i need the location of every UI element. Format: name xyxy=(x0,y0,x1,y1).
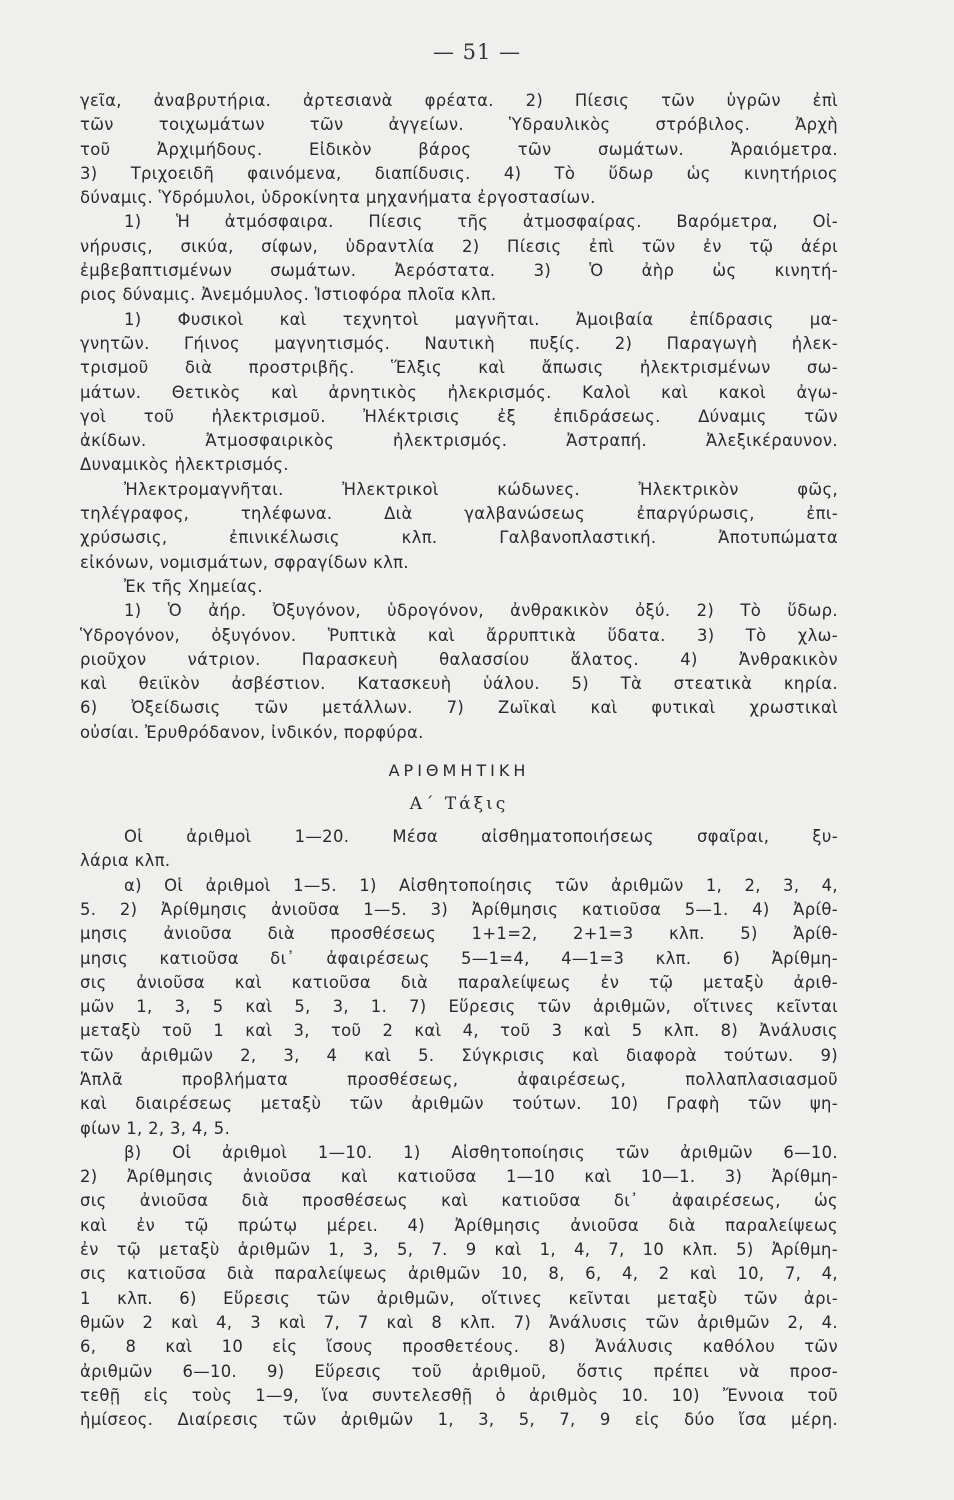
paragraph-numbers-1-10 xyxy=(80,1141,838,1433)
text-line: εἰκόνων, νομισμάτων, σφραγίδων κλπ. xyxy=(80,552,409,572)
text-line: 6) Ὀξείδωσις τῶν μετάλλων. 7) Ζωϊκαὶ καὶ φυτικαὶ χρωστικαὶ xyxy=(80,698,838,718)
text-line: Ἁπλᾶ προβλήματα προσθέσεως, ἀφαιρέσεως, πολλαπλασιασμοῦ xyxy=(80,1069,838,1089)
text-line: μῶν 1, 3, 5 καὶ 5, 3, 1. 7) Εὕρεσις τῶν ἀριθμῶν, οἵτινες κεῖνται xyxy=(80,997,838,1017)
text-line: φίων 1, 2, 3, 4, 5. xyxy=(80,1118,231,1138)
text-line: σις ἀνιοῦσα καὶ κατιοῦσα διὰ παραλείψεως ἐν τῷ μεταξὺ ἀριθ- xyxy=(80,972,838,992)
paragraph-electromagnetism xyxy=(80,478,838,575)
text-line: μεταξὺ τοῦ 1 καὶ 3, τοῦ 2 καὶ 4, τοῦ 3 καὶ 5 κλπ. 8) Ἀνάλυσις xyxy=(80,1021,838,1041)
paragraph-numbers-1-5 xyxy=(80,874,838,1141)
text-line: γεῖα, ἀναβρυτήρια. ἀρτεσιανὰ φρέατα. 2) Πίεσις τῶν ὑγρῶν ἐπὶ xyxy=(80,91,838,110)
text-line: καὶ ἐν τῷ πρώτῳ μέρει. 4) Ἀρίθμησις ἀνιοῦσα διὰ παραλείψεως xyxy=(80,1215,838,1235)
text-line: τηλέγραφος, τηλέφωνα. Διὰ γαλβανώσεως ἐπαργύρωσις, ἐπι- xyxy=(80,504,838,524)
text-line: ἡμίσεος. Διαίρεσις τῶν ἀριθμῶν 1, 3, 5, 7, 9 εἰς δύο ἴσα μέρη. xyxy=(80,1410,838,1430)
paragraph-chemistry xyxy=(80,575,838,745)
section-subheading: Α΄ Τάξις xyxy=(409,794,509,815)
text-line: 5. 2) Ἀρίθμησις ἀνιοῦσα 1—5. 3) Ἀρίθμησις κατιοῦσα 5—1. 4) Ἀρίθ- xyxy=(80,899,838,919)
paragraph-numbers-intro xyxy=(80,825,838,874)
text-line: γνητῶν. Γήινος μαγνητισμός. Ναυτικὴ πυξίς. 2) Παραγωγὴ ἠλεκ- xyxy=(80,333,838,353)
page-number: — 51 — xyxy=(432,40,522,64)
text-line: λάρια κλπ. xyxy=(80,851,171,871)
paragraph-hydraulics xyxy=(80,89,838,210)
text-line: Δυναμικὸς ἠλεκτρισμός. xyxy=(80,455,289,475)
text-line: τοῦ Ἀρχιμήδους. Εἰδικὸν βάρος τῶν σωμάτων. Ἀραιόμετρα. xyxy=(80,139,838,159)
text-line: σις ἀνιοῦσα διὰ προσθέσεως καὶ κατιοῦσα δι᾽ ἀφαιρέσεως, ὡς xyxy=(80,1191,838,1211)
text-line: ριοῦχον νάτριον. Παρασκευὴ θαλασσίου ἅλατος. 4) Ἀνθρακικὸν xyxy=(80,649,838,669)
text-line: μησις ἀνιοῦσα διὰ προσθέσεως 1+1=2, 2+1=3 κλπ. 5) Ἀρίθ- xyxy=(80,924,838,944)
paragraph-atmosphere xyxy=(80,210,838,307)
paragraph-magnetism xyxy=(80,308,838,478)
text-line: δύναμις. Ὑδρόμυλοι, ὑδροκίνητα μηχανήματα ἐργοστασίων. xyxy=(80,188,596,208)
text-line: οὐσίαι. Ἐρυθρόδανον, ἰνδικόν, πορφύρα. xyxy=(80,722,424,742)
text-line: ἀκίδων. Ἀτμοσφαιρικὸς ἠλεκτρισμός. Ἀστραπή. Ἀλεξικέραυνον. xyxy=(80,431,838,451)
text-line: ἐμβεβαπτισμένων σωμάτων. Ἀερόστατα. 3) Ὁ ἀὴρ ὡς κινητή- xyxy=(80,261,838,281)
text-line: χρύσωσις, ἐπινικέλωσις κλπ. Γαλβανοπλαστική. Ἀποτυπώματα xyxy=(80,528,838,548)
text-line: ριος δύναμις. Ἀνεμόμυλος. Ἱστιοφόρα πλοῖα κλπ. xyxy=(80,285,497,305)
text-line: 2) Ἀρίθμησις ἀνιοῦσα καὶ κατιοῦσα 1—10 καὶ 10—1. 3) Ἀρίθμη- xyxy=(80,1167,838,1187)
text-line: θμῶν 2 καὶ 4, 3 καὶ 7, 7 καὶ 8 κλπ. 7) Ἀνάλυσις τῶν ἀριθμῶν 2, 4. xyxy=(80,1312,838,1332)
text-line: καὶ θειϊκὸν ἀσβέστιον. Κατασκευὴ ὑάλου. 5) Τὰ στεατικὰ κηρία. xyxy=(80,674,838,694)
text-line: τρισμοῦ διὰ προστριβῆς. Ἕλξις καὶ ἄπωσις ἠλεκτρισμένων σω- xyxy=(80,358,838,378)
text-line: 1) Ἡ ἀτμόσφαιρα. Πίεσις τῆς ἀτμοσφαίρας. Βαρόμετρα, Οἰ- xyxy=(124,212,838,232)
text-line: β) Οἱ ἀριθμοὶ 1—10. 1) Αἰσθητοποίησις τῶν ἀριθμῶν 6—10. xyxy=(124,1142,838,1162)
text-line: νήρυσις, σικύα, σίφων, ὑδραντλία 2) Πίεσις ἐπὶ τῶν ἐν τῷ ἀέρι xyxy=(80,236,838,256)
text-line: τεθῇ εἰς τοὺς 1—9, ἵνα συντελεσθῇ ὁ ἀριθμὸς 10. 10) Ἔννοια τοῦ xyxy=(80,1385,838,1405)
text-line: ἐν τῷ μεταξὺ ἀριθμῶν 1, 3, 5, 7. 9 καὶ 1, 4, 7, 10 κλπ. 5) Ἀρίθμη- xyxy=(80,1240,838,1260)
text-line: Ἠλεκτρομαγνῆται. Ἠλεκτρικοὶ κώδωνες. Ἠλεκτρικὸν φῶς, xyxy=(124,479,838,499)
text-line: μάτων. Θετικὸς καὶ ἀρνητικὸς ἠλεκρισμός. Καλοὶ καὶ κακοὶ ἀγω- xyxy=(80,382,838,402)
text-line: γοὶ τοῦ ἠλεκτρισμοῦ. Ἠλέκτρισις ἐξ ἐπιδράσεως. Δύναμις τῶν xyxy=(80,406,838,426)
text-line: Οἱ ἀριθμοὶ 1—20. Μέσα αἰσθηματοποιήσεως σφαῖραι, ξυ- xyxy=(124,827,838,847)
text-line: Ὑδρογόνον, ὀξυγόνον. Ῥυπτικὰ καὶ ἄρρυπτικὰ ὕδατα. 3) Τὸ χλω- xyxy=(80,625,838,645)
text-line: ἀριθμῶν 6—10. 9) Εὕρεσις τοῦ ἀριθμοῦ, ὅστις πρέπει νὰ προσ- xyxy=(80,1361,838,1381)
text-line: τῶν ἀριθμῶν 2, 3, 4 καὶ 5. Σύγκρισις καὶ διαφορὰ τούτων. 9) xyxy=(80,1045,838,1065)
text-line: μησις κατιοῦσα δι᾽ ἀφαιρέσεως 5—1=4, 4—1=3 κλπ. 6) Ἀρίθμη- xyxy=(80,948,838,968)
text-line: καὶ διαιρέσεως μεταξὺ τῶν ἀριθμῶν τούτων. 10) Γραφὴ τῶν ψη- xyxy=(80,1094,838,1114)
text-line: 1) Φυσικοὶ καὶ τεχνητοὶ μαγνῆται. Ἀμοιβαία ἐπίδρασις μα- xyxy=(124,309,838,329)
text-line: α) Οἱ ἀριθμοὶ 1—5. 1) Αἰσθητοποίησις τῶν ἀριθμῶν 1, 2, 3, 4, xyxy=(124,875,838,895)
text-line: 6, 8 καὶ 10 εἰς ἴσους προσθετέους. 8) Ἀνάλυσις καθόλου τῶν xyxy=(80,1337,838,1357)
text-line: 1) Ὁ ἀήρ. Ὀξυγόνον, ὑδρογόνον, ἀνθρακικὸν ὀξύ. 2) Τὸ ὕδωρ. xyxy=(124,601,838,621)
section-heading: ΑΡΙΘΜΗΤΙΚΗ xyxy=(388,761,530,781)
text-line: Ἐκ τῆς Χημείας. xyxy=(124,576,263,596)
text-line: 3) Τριχοειδῆ φαινόμενα, διαπίδυσις. 4) Τὸ ὕδωρ ὡς κινητήριος xyxy=(80,163,838,183)
text-line: 1 κλπ. 6) Εὕρεσις τῶν ἀριθμῶν, οἵτινες κεῖνται μεταξὺ τῶν ἀρι- xyxy=(80,1288,838,1308)
text-line: τῶν τοιχωμάτων τῶν ἀγγείων. Ὑδραυλικὸς στρόβιλος. Ἀρχὴ xyxy=(80,115,838,135)
text-line: σις κατιοῦσα διὰ παραλείψεως ἀριθμῶν 10, 8, 6, 4, 2 καὶ 10, 7, 4, xyxy=(80,1264,838,1284)
